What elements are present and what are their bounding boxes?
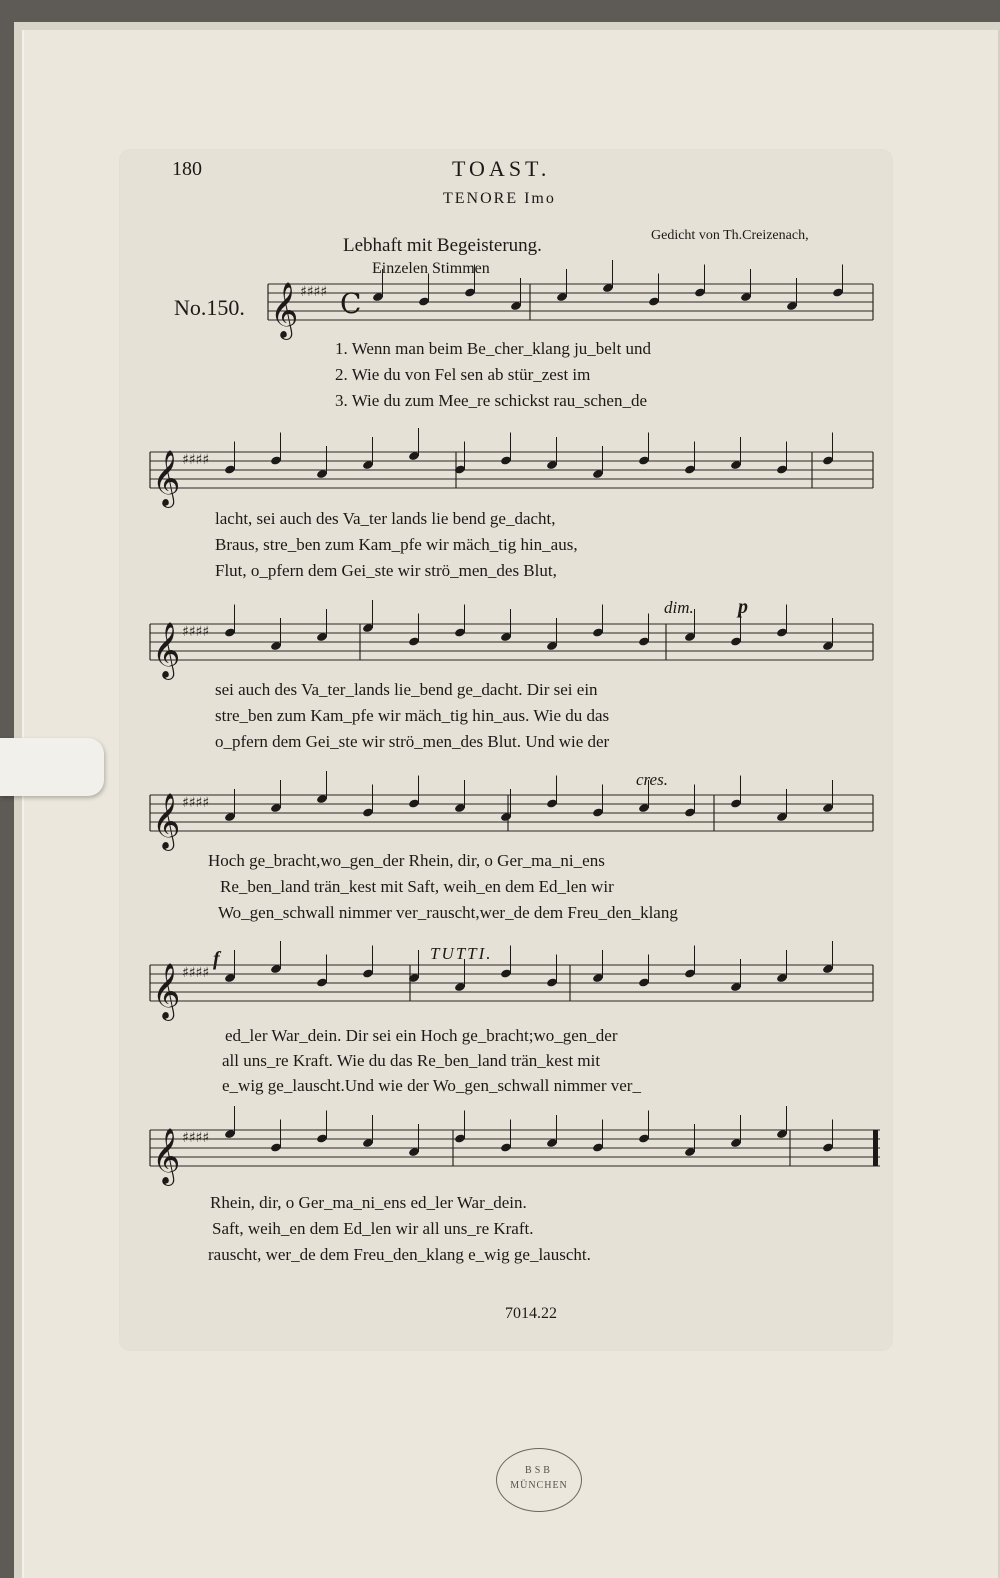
stamp-line-2: MÜNCHEN <box>510 1480 568 1491</box>
lyric-s1-v3: 3. Wie du zum Mee_re schickst rau_schen_de <box>335 391 647 410</box>
direction-cres: cres. <box>636 770 668 789</box>
stamp-line-1: BSB <box>525 1465 553 1476</box>
tempo-marking: Lebhaft mit Begeisterung. <box>343 235 542 256</box>
key-signature-icon: ♯♯♯♯ <box>182 452 210 468</box>
staff-system <box>150 941 873 1021</box>
key-signature-icon: ♯♯♯♯ <box>182 624 210 640</box>
song-title: TOAST. <box>452 156 551 181</box>
lyric-s3-v1: sei auch des Va_ter_lands lie_bend ge_dacht. Dir sei ein <box>215 680 598 699</box>
staff-system <box>150 1106 880 1186</box>
song-number: No.150. <box>174 295 245 320</box>
plate-number: 7014.22 <box>505 1305 557 1322</box>
lyric-s2-v3: Flut, o_pfern dem Gei_ste wir strö_men_des Blut, <box>215 561 557 580</box>
dynamic-p: p <box>738 596 748 618</box>
key-signature-icon: ♯♯♯♯ <box>300 284 328 300</box>
direction-einzelne: Einzelen Stimmen <box>372 260 490 277</box>
lyric-s5-v3: e_wig ge_lauscht.Und wie der Wo_gen_schwall nimmer ver_ <box>222 1076 641 1095</box>
lyric-s4-v1: Hoch ge_bracht,wo_gen_der Rhein, dir, o Ger_ma_ni_ens <box>208 851 605 870</box>
treble-clef-icon: 𝄞 <box>152 622 181 678</box>
treble-clef-icon: 𝄞 <box>152 963 181 1019</box>
voice-part: TENORE Imo <box>443 190 556 207</box>
key-signature-icon: ♯♯♯♯ <box>182 1130 210 1146</box>
dynamic-f: f <box>213 948 220 970</box>
library-stamp <box>496 1448 582 1512</box>
lyric-s6-v1: Rhein, dir, o Ger_ma_ni_ens ed_ler War_dein. <box>210 1193 527 1212</box>
staff-system <box>150 600 873 680</box>
lyric-s6-v3: rauscht, wer_de dem Freu_den_klang e_wig ge_lauscht. <box>208 1245 591 1264</box>
key-signature-icon: ♯♯♯♯ <box>182 965 210 981</box>
lyric-s3-v3: o_pfern dem Gei_ste wir strö_men_des Blut. Und wie der <box>215 732 610 751</box>
staff-system <box>150 428 873 508</box>
lyric-s6-v2: Saft, weih_en dem Ed_len wir all uns_re Kraft. <box>212 1219 534 1238</box>
lyric-s4-v2: Re_ben_land trän_kest mit Saft, weih_en dem Ed_len wir <box>220 877 614 896</box>
final-barline <box>873 1130 878 1166</box>
lyric-s3-v2: stre_ben zum Kam_pfe wir mäch_tig hin_aus. Wie du das <box>215 706 610 725</box>
poet-credit: Gedicht von Th.Creizenach, <box>651 228 809 243</box>
lyric-s5-v1: ed_ler War_dein. Dir sei ein Hoch ge_bracht;wo_gen_der <box>225 1026 618 1045</box>
page-number: 180 <box>172 158 202 180</box>
treble-clef-icon: 𝄞 <box>152 450 181 506</box>
lyric-s5-v2: all uns_re Kraft. Wie du das Re_ben_land trän_kest mit <box>222 1051 601 1070</box>
lyric-s1-v1: 1. Wenn man beim Be_cher_klang ju_belt und <box>335 339 652 358</box>
direction-tutti: TUTTI. <box>430 944 493 963</box>
common-time-icon: C <box>340 287 362 320</box>
key-signature-icon: ♯♯♯♯ <box>182 795 210 811</box>
lyric-s4-v3: Wo_gen_schwall nimmer ver_rauscht,wer_de dem Freu_den_klang <box>218 903 678 922</box>
lyric-s2-v1: lacht, sei auch des Va_ter lands lie bend ge_dacht, <box>215 509 556 528</box>
treble-clef-icon: 𝄞 <box>270 282 299 338</box>
lyric-s1-v2: 2. Wie du von Fel sen ab stür_zest im <box>335 365 591 384</box>
staff-system <box>150 771 873 851</box>
lyric-s2-v2: Braus, stre_ben zum Kam_pfe wir mäch_tig hin_aus, <box>215 535 578 554</box>
treble-clef-icon: 𝄞 <box>152 1128 181 1184</box>
treble-clef-icon: 𝄞 <box>152 793 181 849</box>
direction-dim: dim. <box>664 598 694 617</box>
